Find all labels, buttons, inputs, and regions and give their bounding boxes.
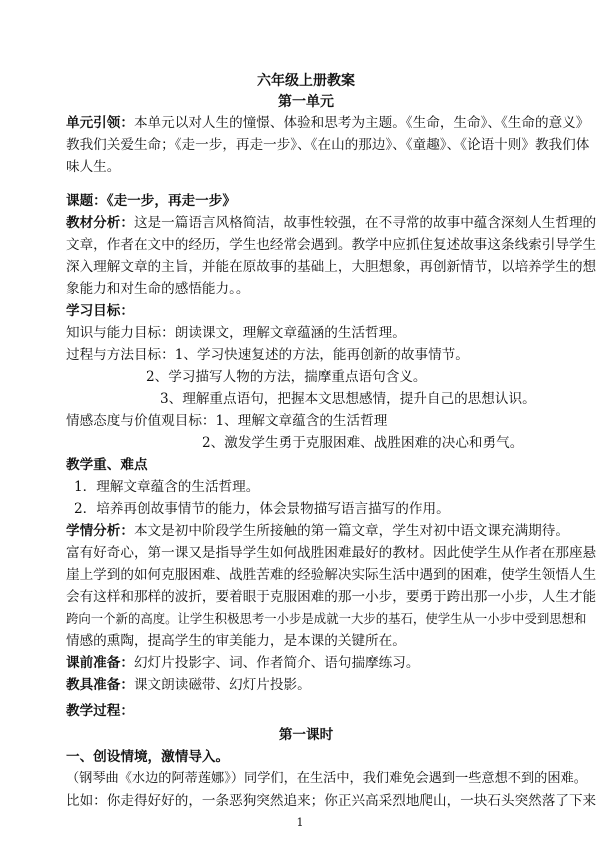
intro-line: （钢琴曲《水边的阿蒂莲娜》）同学们，在生活中，我们难免会遇到一些意想不到的困难。 [66,771,587,786]
students-line [66,520,569,542]
analysis-line: 象能力和对生命的感悟能力。。 [66,281,250,297]
students-text: 本文是初中阶段学生所接触的第一篇文章，学生对初中语文课充满期待。 [133,523,569,539]
lesson-label: 课题： [66,193,107,209]
key-point: 1．理解文章蕴含的生活哲理。 [74,479,260,495]
intro-line: 比如：你走得好好的，一条恶狗突然追来；你正兴高采烈地爬山，一块石头突然落了下来 [66,793,597,809]
goal-emotion: 2、激发学生勇于克服困难、战胜困难的决心和勇气。 [202,435,524,451]
tools-text: 课文朗读磁带、幻灯片投影。 [133,677,311,693]
unit-intro-line: 教我们关爱生命；《走一步，再走一步》、《在山的那边》、《童趣》、《论语十则》教我们体 [66,137,590,153]
key-points-label: 教学重、难点 [66,457,148,473]
students-line: 情感的熏陶，提高学生的审美能力，是本课的关键所在。 [66,633,406,649]
students-line: 富有好奇心，第一课又是指导学生如何战胜困难最好的教材。因此使学生从作者在那座悬 [66,545,597,561]
section-heading: 一、创设情境，激情导入。 [66,749,230,765]
document-title: 六年级上册教案 [257,73,355,89]
lesson-title: 《走一步，再走一步》 [106,193,236,209]
goal-process: 2、学习描写人物的方法，揣摩重点语句含义。 [146,369,427,385]
prep-text: 幻灯片投影字、词、作者简介、语句揣摩练习。 [133,655,420,671]
prep-label: 课前准备： [66,655,134,671]
lesson-line [66,190,546,212]
students-line: 跨向一个新的高度。让学生积极思考一小步是成就一大步的基石，使学生从一小步中受到思想和 [66,611,587,626]
goal-process: 3、理解重点语句，把握本文思想感情，提升自己的思想认识。 [160,391,536,407]
prep-line [66,652,546,674]
period-heading: 第一课时 [278,727,334,743]
goal-knowledge: 知识与能力目标：朗读课文，理解文章蕴涵的生活哲理。 [66,325,406,341]
unit-intro-line: 味人生。 [66,159,121,175]
students-line: 会有这样和那样的波折，要着眼于克服困难的那一小步，要勇于跨出那一小步，人生才能 [66,589,597,605]
key-point: 2．培养再创故事情节的能力，体会景物描写语言描写的作用。 [74,501,450,517]
unit-intro-line [66,112,590,134]
students-line: 崖上学到的如何克服困难、战胜苦难的经验解决实际生活中遇到的困难，使学生领悟人生 [66,567,597,583]
tools-label: 教具准备： [66,677,134,693]
students-label: 学情分析： [66,523,134,539]
analysis-text: 这是一篇语言风格简洁，故事性较强，在不寻常的故事中蕴含深刻人生哲理的 [133,215,597,231]
analysis-label: 教材分析： [66,215,134,231]
goal-process: 过程与方法目标：1、学习快速复述的方法，能再创新的故事情节。 [66,347,469,363]
unit-intro-text: 本单元以对人生的憧憬、体验和思考为主题。《生命，生命》、《生命的意义》 [133,115,590,131]
unit-intro-label: 单元引领： [66,115,134,131]
analysis-line: 深入理解文章的主旨，并能在原故事的基础上，大胆想象，再创新情节，以培养学生的想 [66,259,597,275]
analysis-line [66,212,597,234]
analysis-line: 文章，作者在文中的经历，学生也经常会遇到。教学中应抓住复述故事这条线索引导学生 [66,237,597,253]
goal-emotion: 情感态度与价值观目标：1、理解文章蕴含的生活哲理 [66,413,388,429]
process-label: 教学过程： [66,703,134,719]
tools-line [66,674,546,696]
unit-heading: 第一单元 [278,94,334,110]
page-number: 1 [296,816,304,829]
goals-label: 学习目标： [66,303,134,319]
